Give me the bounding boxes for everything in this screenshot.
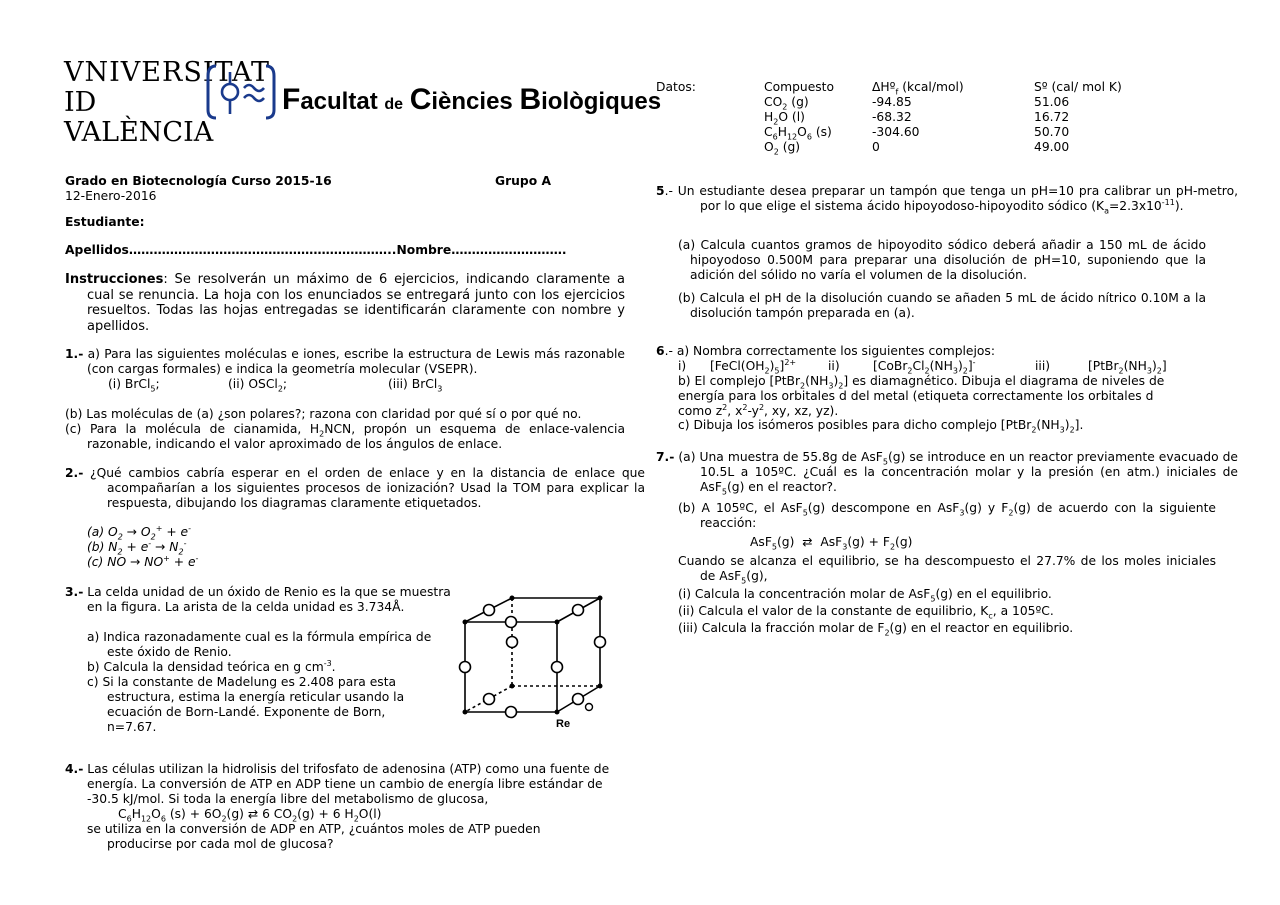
table-header-row: Compuesto ΔHº$_f$ (kcal/mol) Sº (cal/ mol K) [764,80,1122,97]
university-name [64,57,271,148]
question-5: 5.- Un estudiante desea preparar un tampón que tenga un pH=10 pra calibrar un pH-metro, por lo que elige el sistema ácido hipoyodoso-hipoyodito sódico $(K_a=2.3x10^{-11})$. [656,184,1238,216]
q2-process-a: (a) $O_2 \to O_2^+ + e^-$ [87,523,191,542]
faculty-name: Facultat de Ciències Biològiques [282,83,662,116]
q7-iii: (iii) Calcula la fracción molar de $F_2(g)$ en el reactor en equilibrio. [678,621,1074,638]
q7-equation: AsF$_5$(g) ⇄ $AsF_3(g) + F_2(g)$ [750,535,913,552]
q7-cuando: Cuando se alcanza el equilibrio, se ha descompuesto el 27.7% de los moles iniciales de AsF$_5$(g), [678,554,1216,586]
table-row: $CO_2$ (g) -94.85 51.06 [764,95,1070,112]
exam-date: 12-Enero-2016 [65,189,157,203]
q7-b: (b) A 105ºC, el AsF$_5$(g) descompone en AsF$_3$(g) y $F_2(g)$ de acuerdo con la siguiente reacción: [678,501,1216,530]
q7-ii: (ii) Calcula el valor de la constante de equilibrio, $K_c$, a 105ºC. [678,604,1054,621]
question-7: 7.- (a) Una muestra de 55.8g de AsF$_5$(g) se introduce en un reactor previamente evacuado de 10.5L a 105ºC. ¿Cuál es la concentración molar y la presión (en atm.) iniciales de AsF$_5$(g) en el reactor?. [656,450,1238,497]
question-6: 6.- a) Nombra correctamente los siguientes complejos: [656,344,995,358]
table-row: $H_2O$ (l) -68.32 16.72 [764,110,1070,127]
university-name-line2: ID VALÈNCIA [64,87,214,148]
q2-process-c: (c) NO → NO+ + e- [87,553,199,569]
thermo-data-table [764,80,1122,155]
q1-b: (b) Las moléculas de (a) ¿son polares?; razona con claridad por qué sí o por qué no. [65,407,582,421]
q6-b: b) El complejo $[PtBr_2(NH_3)_2]$ es diamagnético. Dibuja el diagrama de niveles de energía para los orbitales d del metal (etiqueta correctamente los orbitales d como $z^2$, $x^2-y^2$, xy, xz, yz). [678,374,1165,418]
university-emblem-icon [206,62,276,122]
question-1: 1.- a) Para las siguientes moléculas e iones, escribe la estructura de Lewis más razonable (con cargas formales) e indica la geometría molecular (VSEPR). [65,347,625,376]
q3-parts [87,630,432,735]
unit-cell-figure [455,590,615,730]
table-row: $O_2$ (g) 0 49.00 [764,140,1070,157]
grado-label: Grado en Biotecnología Curso 2015-16 [65,174,332,188]
datos-label: Datos: [656,80,696,94]
question-3: 3.- La celda unidad de un óxido de Renio es la que se muestra en la figura. La arista de la celda unidad es 3.734Å. [65,585,451,614]
q1-c: (c) Para la molécula de cianamida, $H_2NCN$, propón un esquema de enlace-valencia razonable, indicando el valor aproximado de los ángulos de enlace. [65,422,626,451]
q6-c: c) Dibuja los isómeros posibles para dicho complejo $[PtBr_2(NH_3)_2]$. [678,418,1084,435]
course-info [65,174,605,204]
q2-process-b: (b) $N_2 + e^- \to N_2^-$ [87,538,187,557]
q1-molecules: (i) BrCl$_5$; (ii) OSCl$_2$; (iii) BrCl$_3$ [108,377,443,394]
table-row: $C_6H_{12}O_6$ (s) -304.60 50.70 [764,125,1070,142]
q3-c: c) Si la constante de Madelung es 2.408 para esta estructura, estima la energía reticular usando la ecuación de Born-Landé. Exponente de Born, n=7.67. [87,675,405,734]
q5-b: (b) Calcula el pH de la disolución cuando se añaden 5 mL de ácido nítrico 0.10M a la disolución tampón preparada en (a). [678,291,1206,320]
student-label: Estudiante: [65,215,145,229]
grupo-label: Grupo A [495,174,551,188]
question-4: 4.- Las células utilizan la hidrolisis del trifosfato de adenosina (ATP) como una fuente de energía. La conversión de ATP en ADP tiene un cambio de energía libre estándar de -30.5 kJ/mol. Si toda la energía libre del metabolismo de glucosa, [65,762,610,806]
q4-end: se utiliza en la conversión de ADP en ATP, ¿cuántos moles de ATP pueden producirse por cada mol de glucosa? [87,822,541,851]
q7-i: (i) Calcula la concentración molar de AsF$_5$(g) en el equilibrio. [678,587,1052,604]
figure-label-re: Re [556,718,571,730]
university-name-line1: VNIVERSITAT [64,57,271,88]
q3-b: b) Calcula la densidad teórica en g $cm^{-3}$. [87,658,336,674]
name-fill-line: Apellidos………………………………………………………..Nombre………………………. [65,243,567,257]
q5-a: (a) Calcula cuantos gramos de hipoyodito sódico deberá añadir a 150 mL de ácido hipoyodoso 0.500M para preparar una disolución de pH=10, suponiendo que la adición del sólido no varía el volumen de la disolución. [678,238,1206,282]
q7-subparts [678,587,1194,636]
instructions: Instrucciones: Se resolverán un máximo de 6 ejercicios, indicando claramente a cual se renuncia. La hoja con los enunciados se entregará junto con los ejercicios resueltos. Todas las hojas entregadas se identificarán claramente con nombre y apellidos. [65,272,625,334]
question-2: 2.- ¿Qué cambios cabría esperar en el orden de enlace y en la distancia de enlace que acompañarían a los siguientes procesos de ionización? Usad la TOM para explicar la respuesta, dibujando los diagramas claramente etiquetados. [65,466,645,510]
q4-equation: $C_6H_{12}O_6$ $(s) + 6O_2(g)$ ⇄ 6 $CO_2(g) + 6$ $H_2O(l)$ [118,807,382,824]
q3-a: a) Indica razonadamente cual es la fórmula empírica de este óxido de Renio. [87,630,432,659]
q6-complexes: i) $[FeCl(OH_2)_5]^{2+}$ ii) $[CoBr_2Cl_2(NH_3)_2]^-$ iii) $[PtBr_2(NH_3)_2]$ [678,357,1167,376]
q2-processes [87,525,198,570]
